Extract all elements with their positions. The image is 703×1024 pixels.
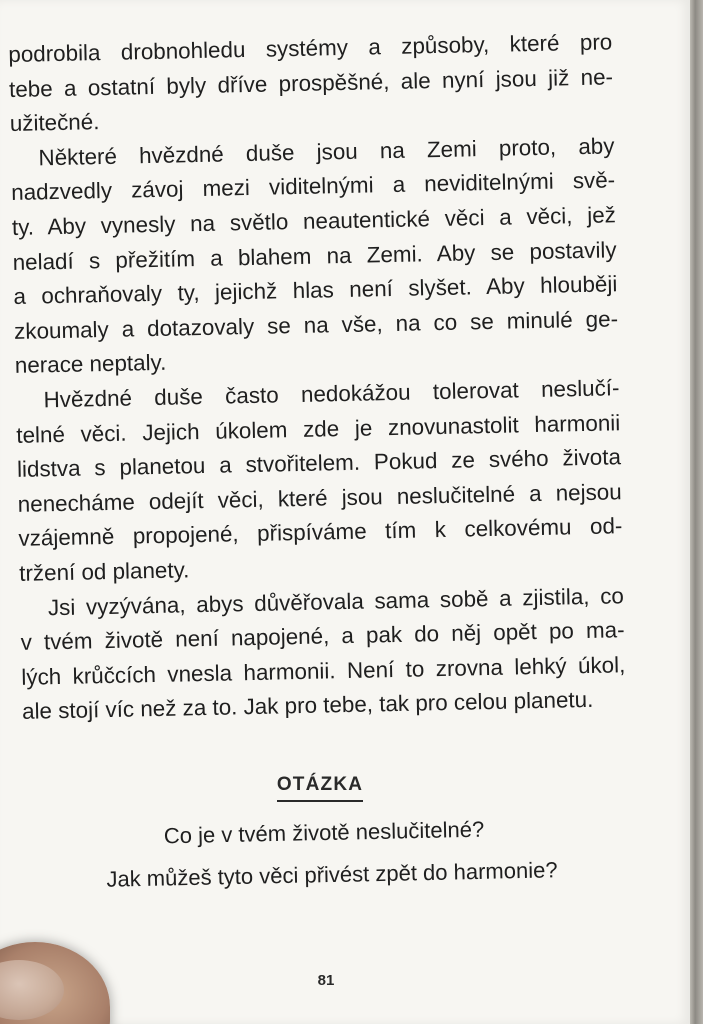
body-line: ty. Aby vynesly na světlo neautentické věci a věci, jež [11,202,617,240]
body-line: tržení od planety. [18,557,190,586]
question-2: Jak můžeš tyto věci přivést zpět do harmonie? [106,857,558,892]
body-line: užitečné. [9,109,100,137]
body-line: ale stojí víc než za to. Jak pro tebe, tak pro celou planetu. [21,687,594,725]
body-line: tebe a ostatní byly dříve prospěšné, ale nyní jsou již ne- [8,63,614,102]
body-line: neladí s přežitím a blahem na Zemi. Aby se postavily [12,236,617,275]
body-line: lidstva s planetou a stvořitelem. Pokud ze svého života [16,444,622,483]
paragraph-first-line: Hvězdné duše často nedokážou tolerovat neslučí- [43,375,620,413]
body-text [8,25,626,729]
body-line: lých krůčcích vnesla harmonii. Není to zrovna lehký úkol, [21,651,626,690]
paragraph-first-line: Některé hvězdné duše jsou na Zemi proto, aby [38,133,615,171]
body-line: vzájemně propojené, přispíváme tím k celkovému od- [18,513,623,552]
page-number: 81 [317,972,335,989]
body-line: zkoumaly a dotazovaly se na vše, na co se minulé ge- [13,306,619,344]
thumbnail-highlight [0,960,64,1020]
body-line: nerace neptaly. [14,350,167,379]
thumb [0,942,110,1024]
body-line: telné věci. Jejich úkolem zde je znovunastolit harmonii [16,409,621,448]
section-heading: OTÁZKA [277,774,363,802]
section-heading-wrap [0,774,640,802]
body-line: a ochraňovaly ty, jejichž hlas není slyšet. Aby hlouběji [13,271,618,310]
body-line: podrobila drobnohledu systémy a způsoby, které pro [8,29,613,67]
body-line: nadzvedly závoj mezi viditelnými a neviditelnými svě- [10,167,616,206]
paragraph-first-line: Jsi vyzývána, abys důvěřovala sama sobě a zjistila, co [47,582,625,620]
page-edge [690,0,703,1024]
body-line: nenecháme odejít věci, které jsou neslučitelné a nejsou [17,478,622,517]
body-line: v tvém životě není napojené, a pak do něj opět po ma- [20,617,625,655]
question-1: Co je v tvém životě neslučitelné? [163,816,485,849]
